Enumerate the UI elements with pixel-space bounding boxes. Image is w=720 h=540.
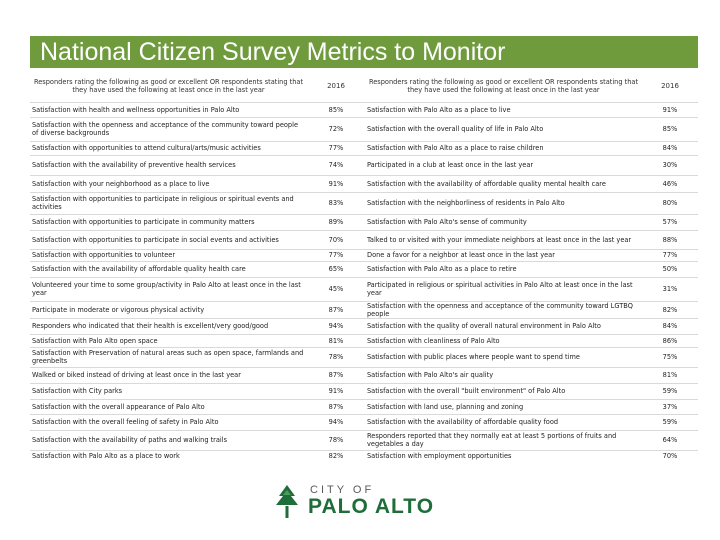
logo-palo-alto: PALO ALTO bbox=[308, 495, 435, 518]
row-right-value: 77% bbox=[662, 251, 678, 259]
row-left-value: 87% bbox=[328, 305, 344, 314]
row-left-metric: Satisfaction with City parks bbox=[32, 387, 123, 395]
right-column-header: Responders rating the following as good or excellent OR respondents stating that they have used the following at least once in the last year bbox=[368, 77, 639, 94]
row-left-metric: Satisfaction with Palo Alto as a place to work bbox=[32, 452, 180, 461]
row-right-value: 70% bbox=[662, 452, 678, 461]
row-left-metric: Satisfaction with opportunities to participate in religious or spiritual events and activities bbox=[32, 195, 294, 211]
table-row bbox=[30, 249, 698, 261]
tree-icon bbox=[272, 484, 302, 518]
row-left-value: 70% bbox=[328, 235, 344, 244]
row-right-value: 57% bbox=[662, 218, 678, 226]
row-left-value: 82% bbox=[328, 452, 344, 461]
metrics-table bbox=[30, 70, 698, 462]
row-left-value: 94% bbox=[328, 322, 344, 330]
row-left-value: 78% bbox=[328, 353, 344, 361]
left-year-header: 2016 bbox=[327, 81, 345, 90]
table-row bbox=[30, 334, 698, 347]
row-right-value: 75% bbox=[662, 353, 678, 361]
title-banner bbox=[30, 36, 698, 68]
left-column-header: Responders rating the following as good or excellent OR respondents stating that they have used the following at least once in the last year bbox=[33, 77, 304, 94]
row-left-value: 87% bbox=[328, 371, 344, 379]
table-row bbox=[30, 450, 698, 462]
row-right-metric: Satisfaction with Palo Alto as a place to live bbox=[367, 105, 511, 114]
row-left-value: 78% bbox=[328, 436, 344, 444]
row-right-value: 88% bbox=[662, 235, 678, 244]
row-right-value: 50% bbox=[662, 265, 678, 273]
table-row bbox=[30, 301, 698, 318]
row-left-metric: Satisfaction with opportunities to participate in community matters bbox=[32, 218, 255, 226]
row-left-value: 77% bbox=[328, 144, 344, 152]
row-right-metric: Satisfaction with the overall quality of life in Palo Alto bbox=[367, 125, 544, 133]
table-row bbox=[30, 318, 698, 334]
row-right-metric: Satisfaction with Palo Alto's air quality bbox=[367, 371, 494, 379]
row-right-metric: Satisfaction with the availability of affordable quality mental health care bbox=[367, 179, 606, 188]
table-row bbox=[30, 261, 698, 277]
table-row bbox=[30, 230, 698, 249]
row-left-metric: Volunteered your time to some group/activity in Palo Alto at least once in the last year bbox=[32, 281, 301, 297]
row-left-metric: Satisfaction with Preservation of natural areas such as open space, farmlands and greenbelts bbox=[32, 349, 304, 365]
row-left-value: 85% bbox=[328, 105, 344, 114]
row-right-value: 85% bbox=[662, 125, 678, 133]
row-right-value: 59% bbox=[662, 418, 678, 426]
row-right-metric: Responders reported that they normally eat at least 5 portions of fruits and vegetables a day bbox=[367, 432, 617, 448]
row-right-metric: Satisfaction with Palo Alto as a place to retire bbox=[367, 265, 517, 273]
table-row bbox=[30, 430, 698, 450]
row-left-metric: Satisfaction with opportunities to volunteer bbox=[32, 251, 176, 259]
row-left-metric: Satisfaction with health and wellness opportunities in Palo Alto bbox=[32, 105, 240, 114]
row-right-metric: Satisfaction with Palo Alto as a place to raise children bbox=[367, 144, 544, 152]
table-row bbox=[30, 117, 698, 141]
row-right-value: 80% bbox=[662, 199, 678, 207]
row-right-metric: Satisfaction with the neighborliness of residents in Palo Alto bbox=[367, 199, 565, 207]
row-left-metric: Responders who indicated that their health is excellent/very good/good bbox=[32, 322, 269, 330]
row-right-metric: Participated in religious or spiritual activities in Palo Alto at least once in the last year bbox=[367, 281, 633, 297]
city-logo bbox=[272, 484, 442, 518]
row-left-metric: Walked or biked instead of driving at least once in the last year bbox=[32, 371, 241, 379]
row-left-metric: Satisfaction with opportunities to participate in social events and activities bbox=[32, 235, 279, 244]
row-left-value: 91% bbox=[328, 179, 344, 188]
table-row bbox=[30, 347, 698, 367]
page-title: National Citizen Survey Metrics to Monitor bbox=[40, 38, 506, 66]
table-row bbox=[30, 414, 698, 430]
row-right-value: 86% bbox=[662, 336, 678, 345]
table-row bbox=[30, 141, 698, 155]
row-left-metric: Participate in moderate or vigorous physical activity bbox=[32, 305, 205, 314]
row-left-metric: Satisfaction with the availability of preventive health services bbox=[32, 161, 236, 169]
row-left-value: 45% bbox=[328, 285, 344, 293]
table-row bbox=[30, 367, 698, 383]
table-row bbox=[30, 383, 698, 399]
row-left-value: 87% bbox=[328, 402, 344, 411]
row-left-value: 91% bbox=[328, 387, 344, 395]
row-left-value: 65% bbox=[328, 265, 344, 273]
row-right-metric: Satisfaction with Palo Alto's sense of community bbox=[367, 218, 527, 226]
row-left-value: 77% bbox=[328, 251, 344, 259]
row-right-metric: Done a favor for a neighbor at least once in the last year bbox=[367, 251, 555, 259]
row-left-metric: Satisfaction with Palo Alto open space bbox=[32, 336, 158, 345]
row-left-value: 81% bbox=[328, 336, 344, 345]
row-right-value: 91% bbox=[662, 105, 678, 114]
row-right-metric: Satisfaction with the overall "built environment" of Palo Alto bbox=[367, 387, 566, 395]
table-row bbox=[30, 277, 698, 301]
table-row bbox=[30, 175, 698, 192]
table-row bbox=[30, 192, 698, 214]
row-right-metric: Satisfaction with the openness and acceptance of the community toward LGTBQ people bbox=[367, 301, 633, 318]
row-right-value: 84% bbox=[662, 322, 678, 330]
table-row bbox=[30, 399, 698, 414]
row-left-metric: Satisfaction with the availability of paths and walking trails bbox=[32, 436, 228, 444]
row-right-value: 64% bbox=[662, 436, 678, 444]
table-header-row bbox=[30, 70, 698, 102]
table-row bbox=[30, 214, 698, 230]
row-left-value: 94% bbox=[328, 418, 344, 426]
row-left-metric: Satisfaction with the availability of affordable quality health care bbox=[32, 265, 246, 273]
row-left-metric: Satisfaction with the overall appearance of Palo Alto bbox=[32, 402, 205, 411]
row-left-value: 83% bbox=[328, 199, 344, 207]
row-right-metric: Talked to or visited with your immediate neighbors at least once in the last year bbox=[367, 235, 632, 244]
row-right-metric: Satisfaction with the availability of affordable quality food bbox=[367, 418, 559, 426]
row-right-value: 30% bbox=[662, 161, 678, 169]
row-left-value: 72% bbox=[328, 125, 344, 133]
row-right-value: 46% bbox=[662, 179, 678, 188]
row-left-metric: Satisfaction with your neighborhood as a place to live bbox=[32, 179, 210, 188]
row-left-metric: Satisfaction with the overall feeling of safety in Palo Alto bbox=[32, 418, 219, 426]
row-right-metric: Satisfaction with public places where people want to spend time bbox=[367, 353, 580, 361]
row-right-value: 82% bbox=[662, 305, 678, 314]
table-row bbox=[30, 155, 698, 175]
row-right-metric: Participated in a club at least once in the last year bbox=[367, 161, 534, 169]
right-year-header: 2016 bbox=[661, 81, 679, 90]
row-left-metric: Satisfaction with opportunities to attend cultural/arts/music activities bbox=[32, 144, 261, 152]
row-left-value: 89% bbox=[328, 218, 344, 226]
row-right-metric: Satisfaction with land use, planning and zoning bbox=[367, 402, 524, 411]
table-row bbox=[30, 102, 698, 117]
row-right-value: 59% bbox=[662, 387, 678, 395]
row-right-metric: Satisfaction with the quality of overall natural environment in Palo Alto bbox=[367, 322, 601, 330]
logo-city-of: CITY OF bbox=[310, 484, 375, 496]
row-right-metric: Satisfaction with employment opportunities bbox=[367, 452, 512, 461]
row-left-value: 74% bbox=[328, 161, 344, 169]
row-right-metric: Satisfaction with cleanliness of Palo Alto bbox=[367, 336, 500, 345]
row-left-metric: Satisfaction with the openness and acceptance of the community toward people of diverse backgrounds bbox=[32, 121, 298, 137]
row-right-value: 37% bbox=[662, 402, 678, 411]
row-right-value: 31% bbox=[662, 285, 678, 293]
row-right-value: 81% bbox=[662, 371, 678, 379]
row-right-value: 84% bbox=[662, 144, 678, 152]
